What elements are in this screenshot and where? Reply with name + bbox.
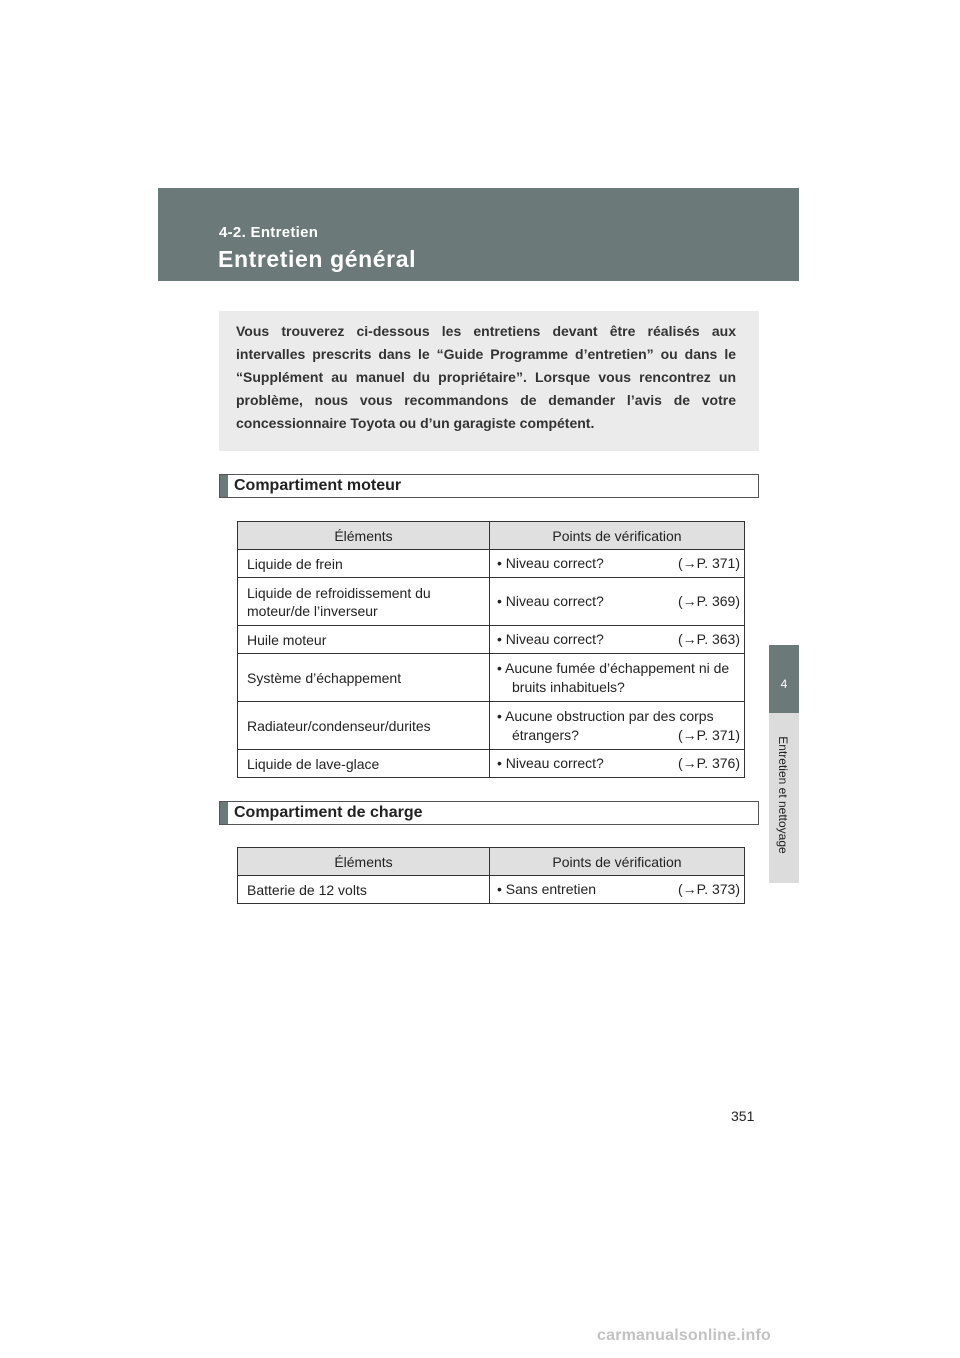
check-text: • Niveau correct?: [497, 755, 604, 771]
item-cell: Radiateur/condenseur/durites: [238, 702, 490, 750]
charge-section-title: Compartiment de charge: [234, 804, 423, 821]
engine-section-title: Compartiment moteur: [234, 477, 402, 494]
watermark: carmanualsonline.info: [597, 1327, 772, 1344]
page-reference[interactable]: (→P. 363): [678, 631, 740, 647]
charge-section-heading: [219, 801, 759, 825]
check-text: • Aucune fumée d’échappement ni de bruits inhabituels?: [497, 659, 730, 695]
item-cell: Liquide de lave-glace: [238, 750, 490, 778]
page-title: Entretien général: [218, 246, 417, 272]
page-reference[interactable]: (→P. 371): [678, 726, 740, 743]
section-label: 4-2. Entretien: [219, 224, 319, 241]
item-cell: Batterie de 12 volts: [238, 876, 490, 904]
table-row: [238, 654, 745, 702]
page-reference[interactable]: (→P. 369): [678, 593, 740, 609]
page-reference[interactable]: (→P. 373): [678, 881, 740, 897]
check-text: • Aucune obstruction par des corps: [497, 707, 714, 724]
heading-marker: [220, 475, 228, 497]
item-cell: Liquide de refroidissement du moteur/de l’inverseur: [238, 578, 490, 626]
table-row: [238, 876, 745, 904]
engine-section-heading: [219, 474, 759, 498]
check-cell: [490, 702, 745, 750]
item-cell: Liquide de frein: [238, 550, 490, 578]
page-reference[interactable]: (→P. 376): [678, 755, 740, 771]
chapter-number: 4: [780, 677, 788, 691]
chapter-tab[interactable]: [769, 645, 799, 713]
heading-marker: [220, 802, 228, 824]
charge-table: [237, 847, 745, 904]
page-reference[interactable]: (→P. 371): [678, 555, 740, 571]
check-text: • Niveau correct?: [497, 593, 604, 609]
check-cell: [490, 750, 745, 778]
check-text: • Sans entretien: [497, 881, 597, 897]
intro-text: Vous trouverez ci-dessous les entretiens devant être réalisés aux intervalles prescrits dans le “Guide Programme d’entretien” ou dans le “Supplément au manuel du propriétaire”. Lorsque vous rencontrez un problème, nous vous recommandons de demander l’avis de votre concessionnaire Toyota ou d’un garagiste compétent.: [236, 323, 736, 431]
check-cell: [490, 550, 745, 578]
item-cell: Huile moteur: [238, 626, 490, 654]
col-header-items: Éléments: [238, 848, 490, 876]
page-number: 351: [731, 1108, 755, 1124]
col-header-items: Éléments: [238, 522, 490, 550]
engine-table: [237, 521, 745, 778]
check-cell: [490, 654, 745, 702]
table-row: [238, 702, 745, 750]
item-cell: Système d’échappement: [238, 654, 490, 702]
table-row: [238, 578, 745, 626]
table-row: [238, 550, 745, 578]
table-row: [238, 750, 745, 778]
chapter-label: Entretien et nettoyage: [776, 736, 790, 854]
check-text: • Niveau correct?: [497, 631, 604, 647]
check-text: • Niveau correct?: [497, 555, 604, 571]
col-header-checks: Points de vérification: [490, 522, 745, 550]
check-text-continued: étrangers?: [512, 726, 579, 743]
table-row: [238, 626, 745, 654]
col-header-checks: Points de vérification: [490, 848, 745, 876]
check-cell: [490, 626, 745, 654]
check-cell: [490, 876, 745, 904]
check-cell: [490, 578, 745, 626]
